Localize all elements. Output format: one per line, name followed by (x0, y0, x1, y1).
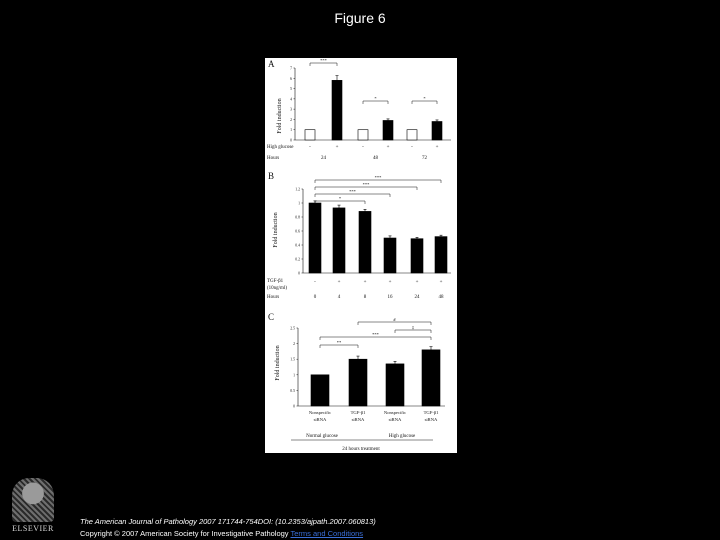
panel-b-ytick-label: 1.2 (295, 187, 300, 192)
panel-b-ytick-label: 0 (298, 271, 300, 276)
elsevier-wordmark: ELSEVIER (12, 524, 54, 533)
panel-a-label: A (268, 59, 275, 69)
panel-c-bar (422, 350, 440, 406)
panel-b-sig-bracket (315, 194, 390, 197)
panel-c-category: TGF-β1 (423, 410, 439, 415)
panel-a-sign: - (362, 145, 364, 150)
panel-c-ytick-label: 0 (293, 404, 295, 409)
panel-b-ytick-label: 0.6 (295, 229, 300, 234)
panel-b-sig-bracket (315, 180, 441, 183)
panel-a-bar (305, 130, 315, 140)
panel-c-label: C (268, 312, 275, 322)
panel-b-sign: + (415, 280, 419, 285)
panel-a-ytick-label: 4 (290, 97, 292, 102)
panel-a-hour: 24 (321, 156, 326, 161)
panel-c-sig-label: ‡ (411, 325, 415, 330)
figure-svg (265, 58, 457, 453)
panel-a-sig-label: *** (320, 58, 327, 63)
panel-a-bar (332, 80, 342, 140)
panel-a-sign: + (386, 145, 390, 150)
panel-c-category-line2: siRNA (351, 417, 365, 422)
panel-a-row-high-glucose: High glucose (267, 145, 294, 150)
panel-b-sign: + (363, 280, 367, 285)
elsevier-logo (4, 478, 62, 536)
panel-a-hour: 72 (422, 156, 427, 161)
panel-a-ytick-label: 7 (290, 66, 292, 71)
panel-c-sig-bracket (358, 322, 431, 325)
panel-c-ytick-label: 1 (293, 373, 295, 378)
panel-b-bar (333, 208, 345, 273)
panel-b-hour: 16 (387, 295, 393, 300)
panel-c-category: TGF-β1 (350, 410, 366, 415)
panel-a-sig-label: * (423, 96, 426, 101)
panel-b-hour: 48 (438, 295, 444, 300)
panel-c-category-line2: siRNA (313, 417, 327, 422)
copyright-line (80, 529, 363, 538)
page-title: Figure 6 (334, 10, 386, 26)
panel-b-sign: - (314, 280, 316, 285)
panel-a-bar (383, 120, 393, 140)
panel-c-bar (386, 364, 404, 406)
panel-b-ytick-label: 0.2 (295, 257, 300, 262)
panel-c-category-line2: siRNA (388, 417, 402, 422)
panel-c-sig-label: *** (372, 332, 379, 337)
panel-a-ytick-label: 5 (290, 87, 292, 92)
panel-a-sig-bracket (363, 101, 388, 104)
panel-c-sig-bracket (395, 330, 431, 333)
panel-b-hour: 0 (313, 295, 317, 300)
panel-c-category: Nonspecific (383, 410, 407, 415)
panel-a-ylabel: Fold induction (277, 98, 283, 134)
panel-b-bar (309, 203, 321, 273)
panel-a-ytick-label: 6 (290, 76, 292, 81)
panel-a-bar (407, 130, 417, 140)
panel-a-bar (358, 130, 368, 140)
panel-c-sig-bracket (320, 345, 358, 348)
panel-b-row-tgf: TGF-β1 (267, 279, 284, 284)
panel-a-bar (432, 121, 442, 140)
panel-a-sign: - (309, 145, 311, 150)
figure-panel (265, 58, 457, 453)
panel-b-label: B (268, 171, 275, 181)
panel-a-sig-bracket (412, 101, 437, 104)
panel-a-sig-bracket (310, 63, 337, 66)
panel-b-ylabel: Fold induction (273, 212, 279, 248)
panel-c-sig-label: ** (336, 340, 342, 345)
panel-b-ytick-label: 1 (298, 201, 300, 206)
terms-link[interactable]: Terms and Conditions (290, 529, 364, 538)
panel-c-category-line2: siRNA (424, 417, 438, 422)
panel-c-ytick-label: 2 (293, 342, 295, 347)
panel-a-ytick-label: 0 (290, 138, 292, 143)
panel-a-sig-label: * (374, 96, 377, 101)
panel-a-ytick-label: 2 (290, 117, 292, 122)
citation: The American Journal of Pathology 2007 171744-754DOI: (10.2353/ajpath.2007.060813) (80, 517, 376, 526)
panel-a-sign: + (435, 145, 439, 150)
panel-b-hour: 8 (363, 295, 367, 300)
panel-b-sig-bracket (315, 187, 417, 190)
panel-c-ytick-label: 1.5 (290, 357, 295, 362)
panel-b-hour: 4 (337, 295, 341, 300)
panel-b-sig-label: *** (349, 189, 356, 194)
panel-b-sig-label: * (338, 196, 342, 201)
panel-b-ytick-label: 0.4 (295, 243, 300, 248)
panel-b-bar (435, 237, 447, 273)
panel-c-group-high: High glucose (388, 434, 416, 439)
panel-b-bar (384, 238, 396, 273)
panel-b-sig-label: *** (362, 182, 370, 187)
panel-b-row-hours: Hours (267, 295, 280, 300)
panel-a-sign: - (411, 145, 413, 150)
elsevier-tree-icon (12, 478, 54, 522)
copyright-text: Copyright © 2007 American Society for Investigative Pathology (80, 529, 289, 538)
panel-b-bar (411, 239, 423, 273)
panel-b-sig-bracket (315, 201, 365, 204)
panel-c-ytick-label: 0.5 (290, 388, 295, 393)
panel-a-sign: + (335, 145, 339, 150)
panel-c-category: Nonspecific (308, 410, 332, 415)
panel-b-hour: 24 (414, 295, 420, 300)
panel-b-ytick-label: 0.8 (295, 215, 300, 220)
panel-b-sign: + (388, 280, 392, 285)
panel-c-sig-label: # (393, 317, 396, 322)
panel-b-bar (359, 211, 371, 273)
panel-a-hour: 48 (373, 156, 378, 161)
panel-b-sig-label: *** (374, 175, 382, 180)
panel-c-footnote: 24 hours treatment (342, 447, 380, 452)
panel-a-ytick-label: 3 (290, 107, 292, 112)
panel-c-ytick-label: 2.5 (290, 326, 295, 331)
panel-b-row-conc: (10ng/ml) (267, 286, 287, 291)
panel-c-group-normal: Normal glucose (306, 434, 338, 439)
panel-b-sign: + (439, 280, 443, 285)
panel-c-bar (349, 359, 367, 406)
panel-b-sign: + (337, 280, 341, 285)
panel-a-row-hours: Hours (267, 156, 280, 161)
panel-c-ylabel: Fold induction (275, 345, 281, 381)
panel-a-ytick-label: 1 (290, 128, 292, 133)
panel-c-bar (311, 375, 329, 406)
